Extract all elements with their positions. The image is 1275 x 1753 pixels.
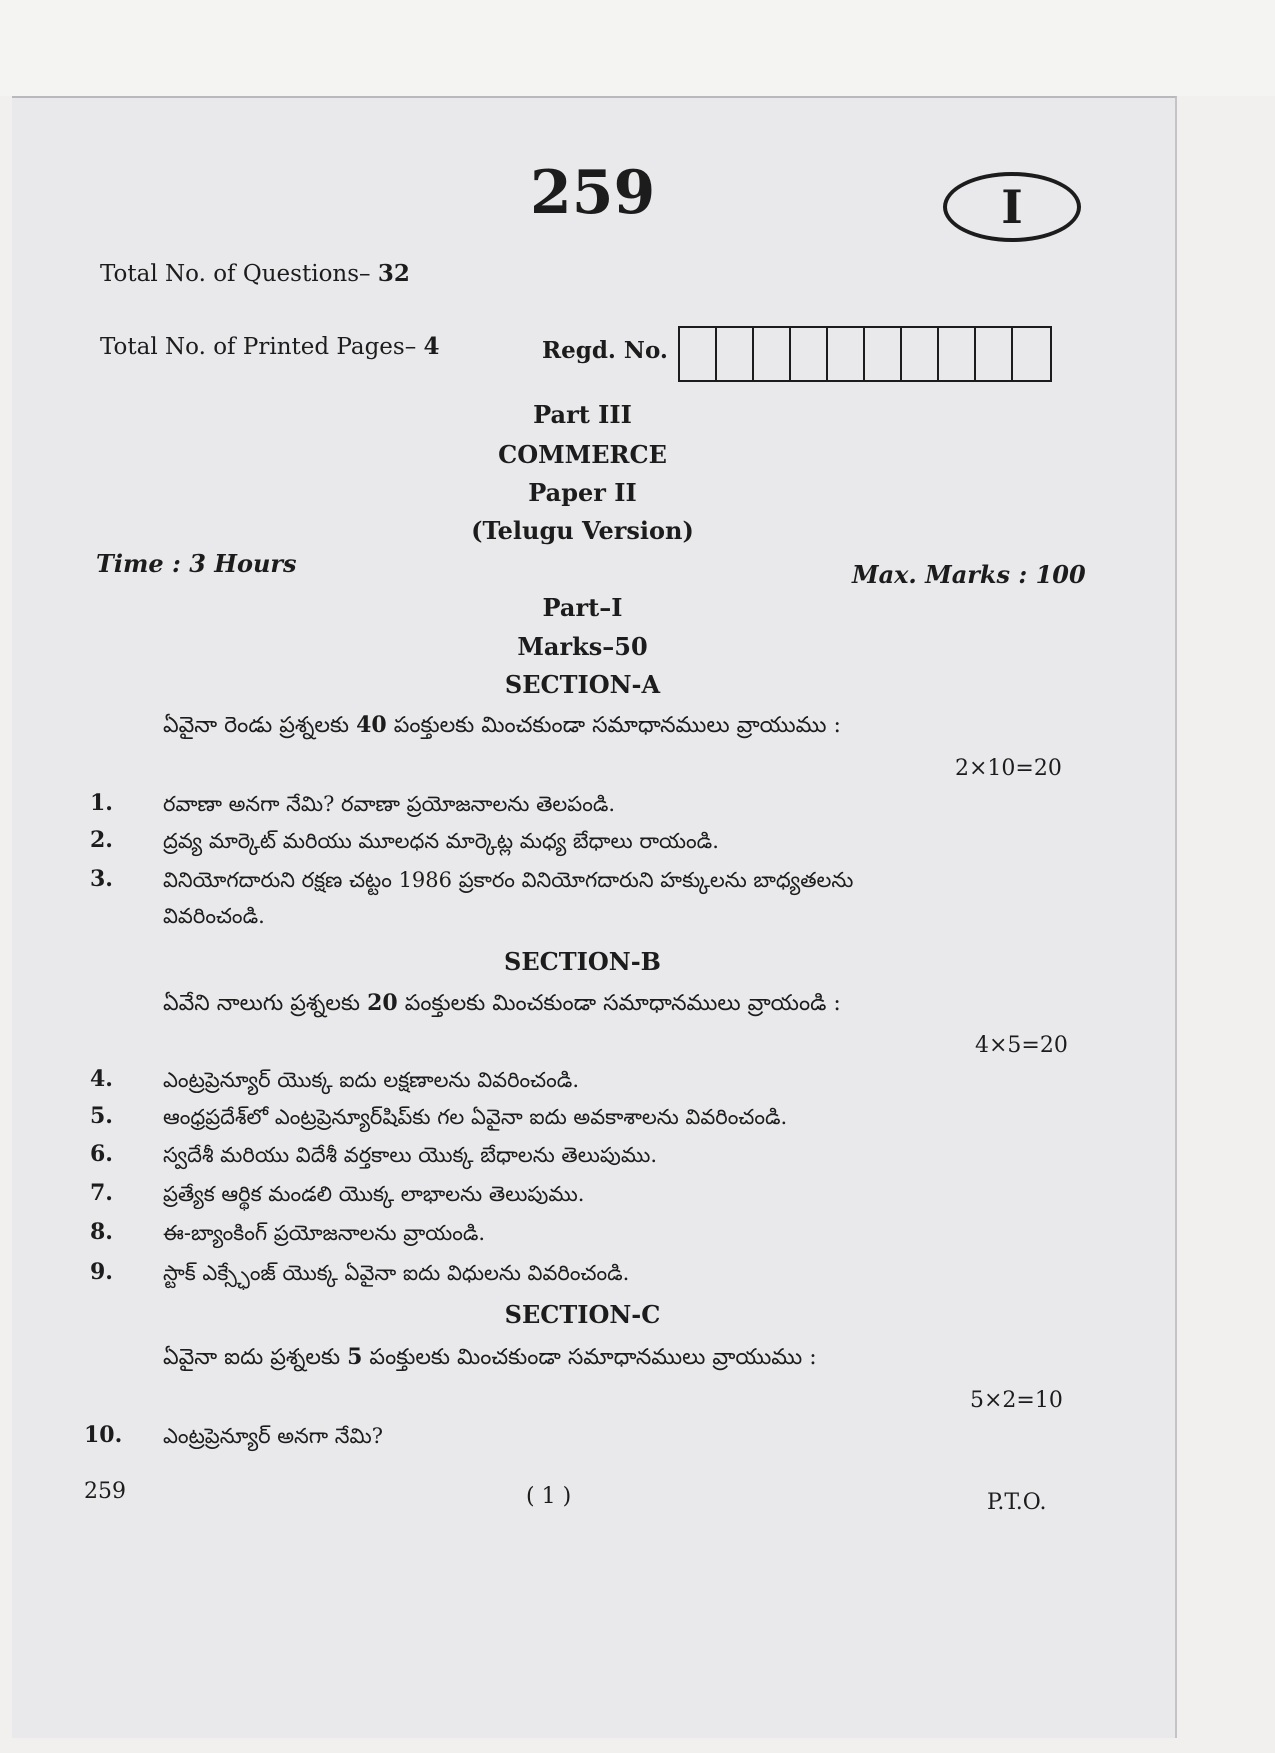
regd-digit-box[interactable] <box>976 328 1013 380</box>
please-turn-over: P.T.O. <box>987 1490 1047 1515</box>
regd-digit-box[interactable] <box>828 328 865 380</box>
instruction-text: పంక్తులకు మించకుండా సమాధానములు వ్రాయుము : <box>369 1345 817 1370</box>
regd-digit-box[interactable] <box>902 328 939 380</box>
total-pages-value: 4 <box>423 333 440 360</box>
question-text: ఎంట్రప్రెన్యూర్ యొక్క ఐదు లక్షణాలను వివరించండి. <box>163 1068 579 1092</box>
question-number: 2. <box>90 827 113 853</box>
set-code-oval <box>943 172 1081 242</box>
regd-digit-box[interactable] <box>939 328 976 380</box>
regd-number-boxes[interactable] <box>678 326 1052 382</box>
question-text: రవాణా అనగా నేమి? రవాణా ప్రయోజనాలను తెలపండి. <box>163 792 616 816</box>
question-text-continued: వివరించండి. <box>163 904 265 928</box>
question-number: 1. <box>90 790 113 816</box>
instruction-lines: 40 <box>356 712 387 738</box>
page-number: ( 1 ) <box>526 1484 572 1509</box>
set-code: I <box>1001 180 1023 234</box>
paper-code: 259 <box>530 158 656 228</box>
max-marks: Max. Marks : 100 <box>852 560 1086 589</box>
part-title: Part III <box>533 400 632 429</box>
section-a-heading: SECTION-A <box>504 670 661 699</box>
part1-marks: Marks–50 <box>517 632 648 661</box>
question-number: 5. <box>90 1103 113 1129</box>
section-c-heading: SECTION-C <box>504 1300 661 1329</box>
total-pages-label: Total No. of Printed Pages– <box>100 334 417 360</box>
instruction-text: ఏవైనా రెండు ప్రశ్నలకు <box>163 713 350 738</box>
instruction-lines: 20 <box>367 990 398 1016</box>
regd-digit-box[interactable] <box>680 328 717 380</box>
question-text: ద్రవ్య మార్కెట్ మరియు మూలధన మార్కెట్ల మధ్య బేధాలు రాయండి. <box>163 829 719 853</box>
total-pages <box>100 333 440 360</box>
total-questions <box>100 260 410 287</box>
section-c-instruction <box>163 1344 817 1375</box>
question-number: 10. <box>84 1422 123 1448</box>
instruction-lines: 5 <box>347 1344 363 1370</box>
instruction-text: పంక్తులకు మించకుండా సమాధానములు వ్రాయండి : <box>404 991 841 1016</box>
section-a-instruction <box>163 712 841 743</box>
question-number: 9. <box>90 1259 113 1285</box>
question-number: 3. <box>90 866 113 892</box>
section-c-marks: 5×2=10 <box>970 1388 1063 1413</box>
regd-label: Regd. No. <box>542 337 668 364</box>
regd-digit-box[interactable] <box>754 328 791 380</box>
subject-title: COMMERCE <box>498 440 667 469</box>
part1-heading: Part–I <box>542 593 623 622</box>
section-b-marks: 4×5=20 <box>975 1033 1068 1058</box>
total-questions-value: 32 <box>377 260 410 287</box>
question-text: ఈ-బ్యాంకింగ్ ప్రయోజనాలను వ్రాయండి. <box>163 1221 486 1245</box>
question-text: స్టాక్ ఎక్స్ఛేంజ్ యొక్క ఏవైనా ఐదు విధులను వివరించండి. <box>163 1261 630 1285</box>
scan-margin <box>0 0 1275 96</box>
regd-digit-box[interactable] <box>865 328 902 380</box>
question-number: 8. <box>90 1219 113 1245</box>
paper-title: Paper II <box>528 478 637 507</box>
question-text: ఆంధ్రప్రదేశ్‌లో ఎంట్రప్రెన్యూర్‌షిప్‌కు గల ఏవైనా ఐదు అవకాశాలను వివరించండి. <box>163 1105 788 1129</box>
version-title: (Telugu Version) <box>471 516 694 545</box>
section-b-instruction <box>163 990 841 1021</box>
regd-digit-box[interactable] <box>717 328 754 380</box>
question-text: ఎంట్రప్రెన్యూర్ అనగా నేమి? <box>163 1424 384 1448</box>
question-number: 4. <box>90 1066 113 1092</box>
section-a-marks: 2×10=20 <box>955 756 1062 781</box>
regd-digit-box[interactable] <box>791 328 828 380</box>
question-text: వినియోగదారుని రక్షణ చట్టం 1986 ప్రకారం వినియోగదారుని హక్కులను బాధ్యతలను <box>163 868 854 892</box>
section-b-heading: SECTION-B <box>504 947 661 976</box>
question-text: స్వదేశీ మరియు విదేశీ వర్తకాలు యొక్క బేధాలను తెలుపుము. <box>163 1143 658 1167</box>
instruction-text: ఏవేని నాలుగు ప్రశ్నలకు <box>163 991 361 1016</box>
time-allowed: Time : 3 Hours <box>96 549 297 578</box>
regd-digit-box[interactable] <box>1013 328 1050 380</box>
instruction-text: పంక్తులకు మించకుండా సమాధానములు వ్రాయుము : <box>393 713 841 738</box>
instruction-text: ఏవైనా ఐదు ప్రశ్నలకు <box>163 1345 341 1370</box>
total-questions-label: Total No. of Questions– <box>100 261 371 287</box>
footer-paper-code: 259 <box>84 1479 126 1504</box>
question-number: 7. <box>90 1180 113 1206</box>
question-number: 6. <box>90 1141 113 1167</box>
question-text: ప్రత్యేక ఆర్థిక మండలి యొక్క లాభాలను తెలుపుము. <box>163 1182 585 1206</box>
